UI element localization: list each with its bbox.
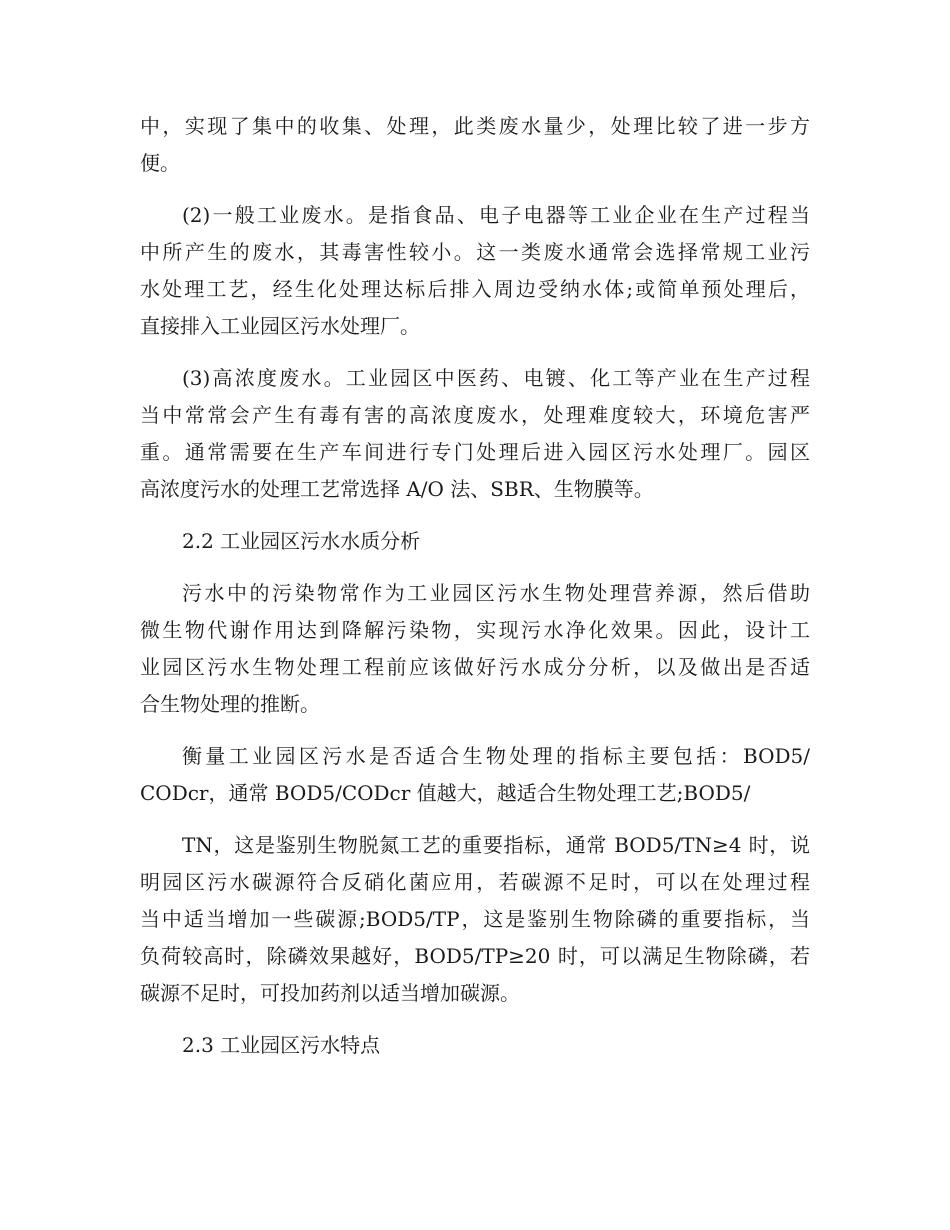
paragraph-line: 直接排入工业园区污水处理厂。 bbox=[140, 314, 420, 338]
paragraph-line: 碳源不足时，可投加药剂以适当增加碳源。 bbox=[140, 981, 520, 1005]
paragraph-line: (3)高浓度废水。工业园区中医药、电镀、化工等产业在生产过程 bbox=[182, 366, 810, 390]
document-body bbox=[140, 108, 810, 1079]
paragraph-line: CODcr，通常 BOD5/CODcr 值越大，越适合生物处理工艺;BOD5/ bbox=[140, 781, 751, 805]
paragraph-water-quality-analysis bbox=[140, 575, 810, 723]
paragraph-indicators bbox=[140, 738, 810, 812]
paragraph-line: 负荷较高时，除磷效果越好，BOD5/TP≥20 时，可以满足生物除磷，若 bbox=[140, 944, 810, 968]
paragraph-nitrogen-phosphorus bbox=[140, 827, 810, 1012]
paragraph-line: 中所产生的废水，其毒害性较小。这一类废水通常会选择常规工业污 bbox=[140, 240, 810, 264]
paragraph-line: 中，实现了集中的收集、处理，此类废水量少，处理比较了进一步方 bbox=[140, 114, 810, 138]
paragraph-line: 合生物处理的推断。 bbox=[140, 692, 320, 716]
paragraph-line: 水处理工艺，经生化处理达标后排入周边受纳水体;或简单预处理后， bbox=[140, 277, 810, 301]
paragraph-high-concentration-wastewater bbox=[140, 360, 810, 508]
paragraph-line: 污水中的污染物常作为工业园区污水生物处理营养源，然后借助 bbox=[182, 581, 810, 605]
paragraph-line: 高浓度污水的处理工艺常选择 A/O 法、SBR、生物膜等。 bbox=[140, 477, 654, 501]
paragraph-line: 业园区污水生物处理工程前应该做好污水成分分析，以及做出是否适 bbox=[140, 655, 810, 679]
paragraph-general-wastewater bbox=[140, 197, 810, 345]
paragraph-line: 便。 bbox=[140, 151, 180, 175]
paragraph-line: 重。通常需要在生产车间进行专门处理后进入园区污水处理厂。园区 bbox=[140, 440, 810, 464]
paragraph-line: (2)一般工业废水。是指食品、电子电器等工业企业在生产过程当 bbox=[182, 203, 810, 227]
section-heading: 2.2 工业园区污水水质分析 bbox=[182, 529, 421, 553]
paragraph-line: 当中常常会产生有毒有害的高浓度废水，处理难度较大，环境危害严 bbox=[140, 403, 810, 427]
paragraph-line: 明园区污水碳源符合反硝化菌应用，若碳源不足时，可以在处理过程 bbox=[140, 870, 810, 894]
paragraph-line: 当中适当增加一些碳源;BOD5/TP，这是鉴别生物除磷的重要指标，当 bbox=[140, 907, 810, 931]
paragraph-line: TN，这是鉴别生物脱氮工艺的重要指标，通常 BOD5/TN≥4 时，说 bbox=[182, 833, 810, 857]
paragraph-continuation bbox=[140, 108, 810, 182]
section-heading: 2.3 工业园区污水特点 bbox=[182, 1033, 381, 1057]
paragraph-line: 微生物代谢作用达到降解污染物，实现污水净化效果。因此，设计工 bbox=[140, 618, 810, 642]
paragraph-line: 衡量工业园区污水是否适合生物处理的指标主要包括：BOD5/ bbox=[182, 744, 810, 768]
